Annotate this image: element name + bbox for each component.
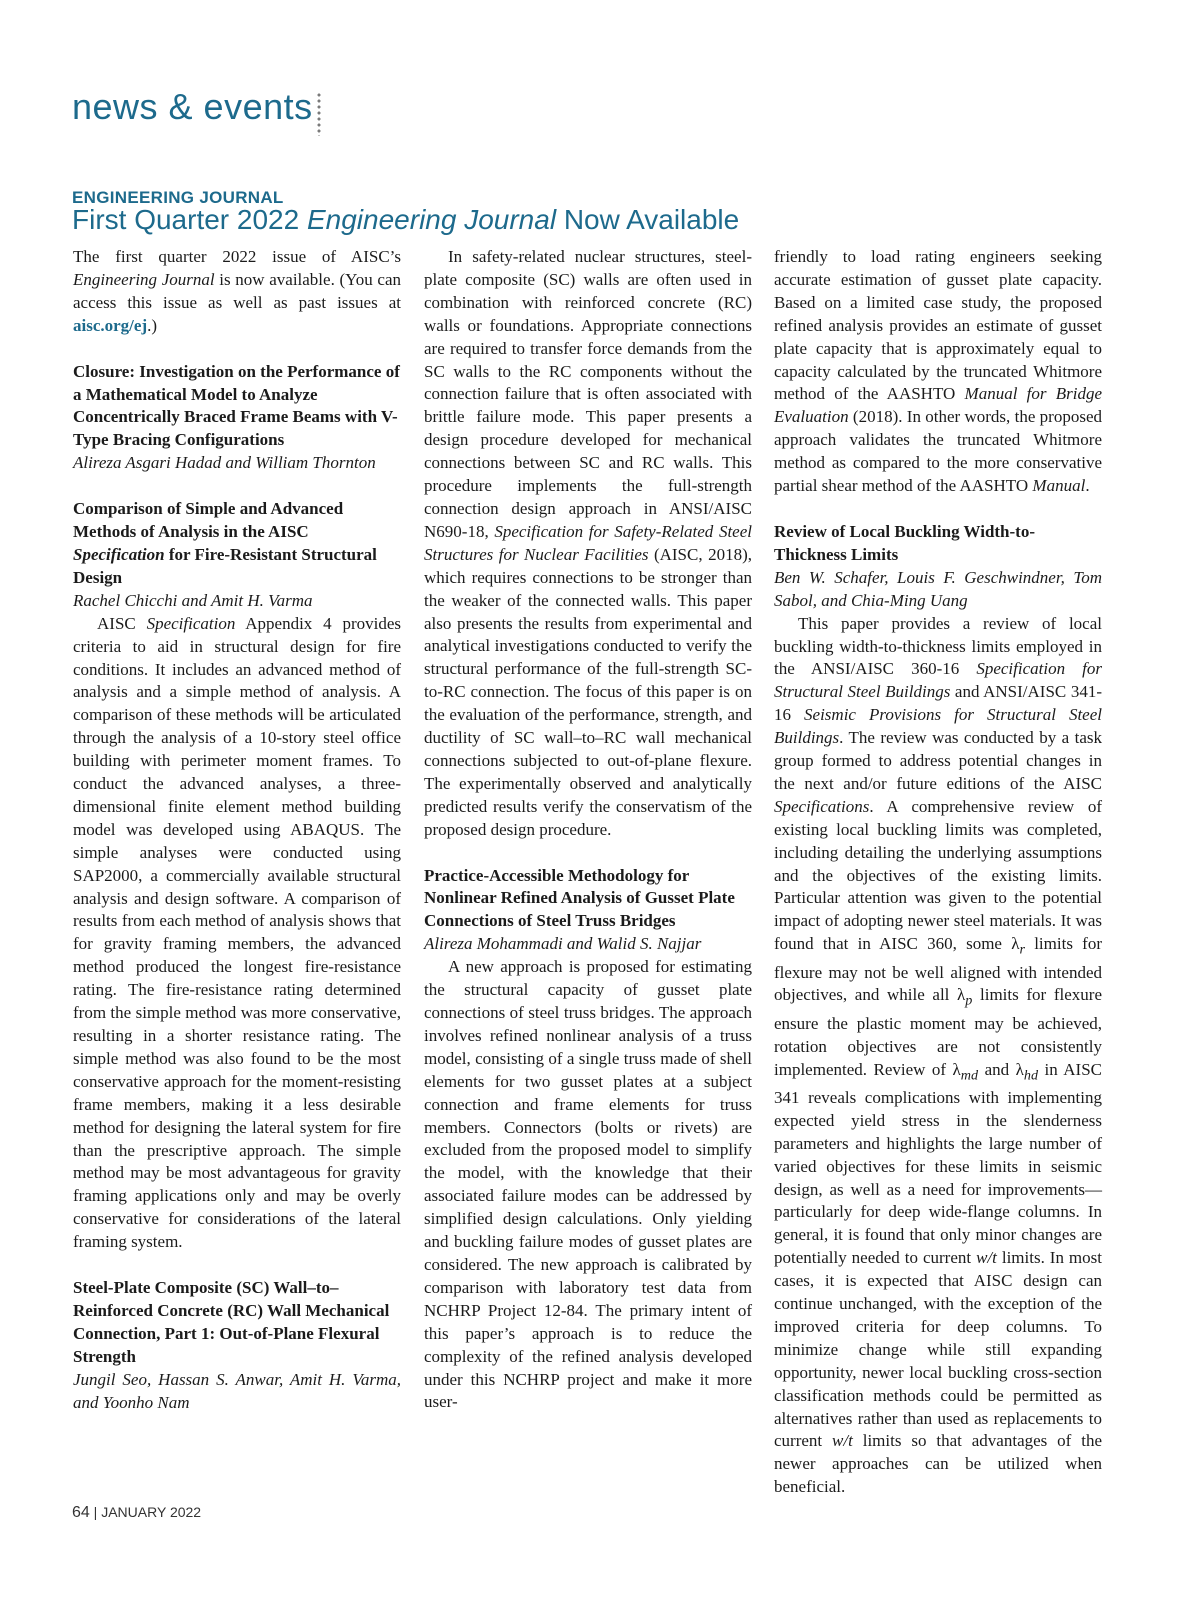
paper-authors-3: Jungil Seo, Hassan S. Anwar, Amit H. Varma, and Yoonho Nam (73, 1369, 401, 1412)
paper-authors-4: Alireza Mohammadi and Walid S. Najjar (424, 934, 702, 954)
ej-link[interactable]: aisc.org/ej (73, 315, 148, 335)
vertical-dots-divider (317, 92, 321, 136)
article-kicker: ENGINEERING JOURNAL (72, 188, 284, 207)
section-title: news & events (72, 86, 313, 127)
paper-abstract-3: In safety-related nuclear structures, steel-plate composite (SC) walls are often used in combination with reinforced concrete (RC) walls or foundations. Appropriate connections are required to transfer force demands from the SC walls to the RC components without the connection failure that is often associated with brittle failure mode. This paper presents a design procedure developed for mechanical connections between SC and RC walls. This procedure implements the full-strength connection design approach in ANSI/AISC N690-18, Specification for Safety-Related Steel Structures for Nuclear Facilities (AISC, 2018), which requires connections to be stronger than the weaker of the connected walls. This paper also presents the results from experimental and analytical investigations conducted to verify the structural performance of the full-strength SC-to-RC connection. The focus of this paper is on the evaluation of the performance, strength, and ductility of SC wall–to–RC wall mechanical connections subjected to out-of-plane flexure. The experimentally observed and analytically predicted results verify the conservatism of the proposed design procedure. (424, 247, 752, 839)
column-3 (774, 246, 1102, 1499)
paper-title-1: Closure: Investigation on the Performance of a Mathematical Model to Analyze Concentrically Braced Frame Beams with V-Type Bracing Configurations (73, 361, 400, 450)
paper-title-2: Comparison of Simple and Advanced Methods of Analysis in the AISC Specification for Fire-Resistant Structural Design (73, 499, 377, 587)
paper-authors-2: Rachel Chicchi and Amit H. Varma (73, 590, 313, 610)
paper-authors-5: Ben W. Schafer, Louis F. Geschwindner, Tom Sabol, and Chia-Ming Uang (774, 567, 1102, 610)
page-number: 64 (72, 1504, 90, 1521)
paper-abstract-2: AISC Specification Appendix 4 provides criteria to aid in structural design for fire conditions. It includes an advanced method of analysis and a simple method of analysis. A comparison of these methods will be articulated through the analysis of a 10-story steel office building with perimeter moment frames. To conduct the advanced analyses, a three-dimensional finite element method building model was developed using ABAQUS. The simple analyses were conducted using SAP2000, a commercially available structural analysis and design software. A comparison of results from each method of analysis shows that for gravity framing members, the advanced method produced the longest fire-resistance rating. The fire-resistance rating determined from the simple method was more conservative, resulting in a shorter resistance rating. The simple method was also found to be the most conservative approach for the moment-resisting frame members, making it a less desirable method for designing the lateral system for fire than the prescriptive approach. The simple method may be most advantageous for gravity framing applications only and may be overly conservative for considerations of the lateral framing system. (73, 613, 402, 1252)
paper-title-4: Practice-Accessible Methodology for Nonlinear Refined Analysis of Gusset Plate Connections of Steel Truss Bridges (424, 865, 735, 931)
issue-date: JANUARY 2022 (101, 1504, 202, 1520)
headline-text: First Quarter 2022 (72, 204, 307, 235)
paper-title-5: Review of Local Buckling Width-to-Thickness Limits (774, 521, 1035, 564)
paper-abstract-5: This paper provides a review of local buckling width-to-thickness limits employed in the ANSI/AISC 360-16 Specification for Structural Steel Buildings and ANSI/AISC 341-16 Seismic Provisions for Structural Steel Buildings. The review was conducted by a task group formed to address potential changes in the next and/or future editions of the AISC Specifications. A comprehensive review of existing local buckling limits was completed, including detailing the underlying assumptions and the objectives of the existing limits. Particular attention was given to the potential impact of adopting newer steel materials. It was found that in AISC 360, some $\lambda_r$ limits for flexure may not be well aligned with intended objectives, and while all $\lambda_p$ limits for flexure ensure the plastic moment may be achieved, rotation objectives are not consistently implemented. Review of $\lambda_{md}$ and $\lambda_{hd}$ in AISC 341 reveals complications with implementing expected yield stress in the slenderness parameters and highlights the large number of varied objectives for these limits in seismic design, as well as a need for improvements—particularly for deep wide-flange columns. In general, it is found that only minor changes are potentially needed to current w/t limits. In most cases, it is expected that AISC design can continue unchanged, with the exception of the improved criteria for deep columns. To minimize change while still expanding opportunity, newer local buckling cross-section classification methods could be permitted as alternatives rather than used as replacements to current w/t limits so that advantages of the newer approaches can be utilized when beneficial. (774, 613, 1103, 1497)
article-headline (72, 204, 739, 236)
headline-journal-name: Engineering Journal (306, 204, 557, 235)
headline-text-end: Now Available (556, 204, 740, 235)
paper-authors-1: Alireza Asgari Hadad and William Thornton (73, 453, 376, 473)
intro-paragraph: The first quarter 2022 issue of AISC’s Engineering Journal is now available. (You can access this issue as well as past issues at aisc.org/ej.) (73, 247, 401, 335)
paper-abstract-4: A new approach is proposed for estimating the structural capacity of gusset plate connections of steel truss bridges. The approach involves refined nonlinear analysis of a truss model, consisting of a single truss made of shell elements for two gusset plates at a subject connection and frame elements for truss members. Connectors (bolts or rivets) are excluded from the proposed model to simplify the model, with the knowledge that their associated failure modes can be addressed by simplified design calculations. Only yielding and buckling failure modes of gusset plates are considered. The new approach is calibrated by comparison with laboratory test data from NCHRP Project 12-84. The primary intent of this paper’s approach is to reduce the complexity of the refined analysis developed under this NCHRP project and make it more user- (424, 957, 752, 1412)
paper-abstract-4-continued: friendly to load rating engineers seeking accurate estimation of gusset plate capacity. Based on a limited case study, the proposed refined analysis provides an estimate of gusset plate capacity that is approximately equal to capacity calculated by the truncated Whitmore method of the AASHTO Manual for Bridge Evaluation (2018). In other words, the proposed approach validates the truncated Whitmore method as compared to the more conservative partial shear method of the AASHTO Manual. (774, 247, 1102, 496)
column-1 (73, 246, 401, 1415)
page-footer: 64 | JANUARY 2022 (72, 1504, 202, 1521)
column-2 (424, 246, 752, 1414)
paper-title-3: Steel-Plate Composite (SC) Wall–to–Reinforced Concrete (RC) Wall Mechanical Connection, Part 1: Out-of-Plane Flexural Strength (73, 1278, 390, 1366)
